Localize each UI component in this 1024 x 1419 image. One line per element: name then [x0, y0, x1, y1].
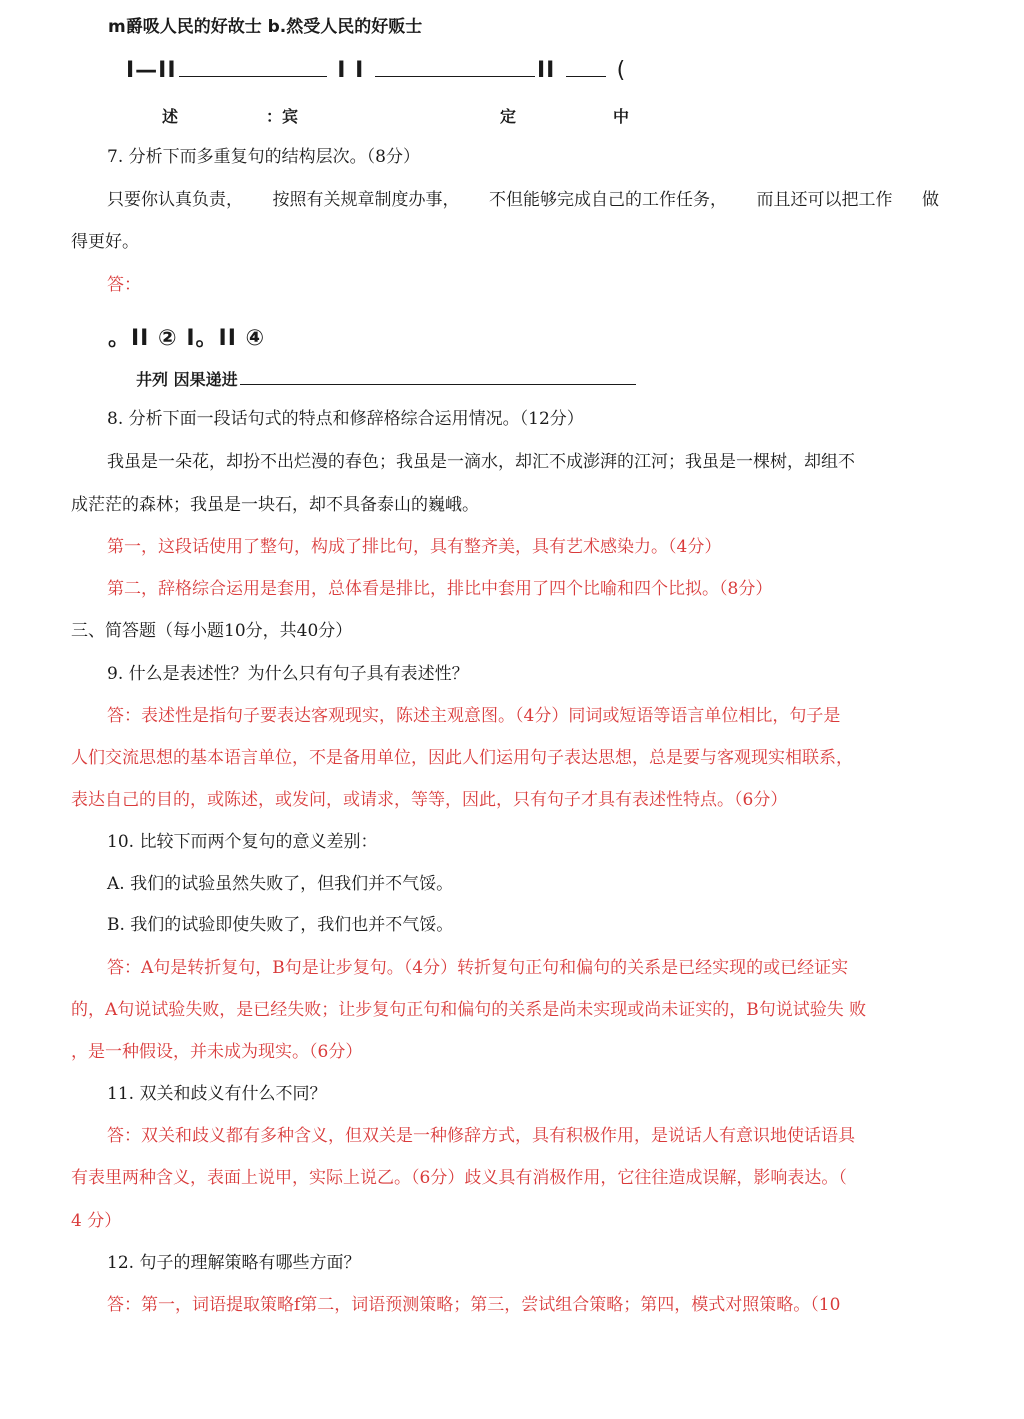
- diagram-seg-1: I—II: [126, 58, 177, 83]
- q11-answer-3: 4 分）: [71, 1211, 122, 1231]
- q7-answer-label: 答：: [107, 275, 141, 295]
- q10-option-a: A. 我们的试验虽然失败了，但我们并不气馁。: [107, 874, 454, 894]
- label-bin: ：宾: [266, 107, 299, 126]
- q8-text-1: 我虽是一朵花，却扮不出烂漫的春色；我虽是一滴水，却汇不成澎湃的江河；我虽是一棵树，却组不: [107, 452, 855, 472]
- diagram-seg-2: I I: [337, 58, 365, 83]
- blank-line-1: [179, 58, 327, 77]
- q7-text-seg-4: 而且还可以把工作: [756, 190, 893, 210]
- q7-diagram: 。II ② I。II ④: [108, 326, 266, 351]
- q7-title: 7. 分析下而多重复句的结构层次。（8分）: [107, 147, 420, 167]
- q7-text-seg-3: 不但能够完成自己的工作任务，: [489, 190, 727, 210]
- q8-title: 8. 分析下面一段话句式的特点和修辞格综合运用情况。（12分）: [107, 409, 584, 429]
- q11-title: 11. 双关和歧义有什么不同？: [107, 1084, 327, 1104]
- q9-answer-2: 人们交流思想的基本语言单位，不是备用单位，因此人们运用句子表达思想，总是要与客观现实相联系，: [71, 748, 853, 768]
- top-diagram-row: [126, 58, 626, 82]
- q10-option-b: B. 我们的试验即使失败了，我们也并不气馁。: [107, 915, 454, 935]
- q7-text-seg-2: 按照有关规章制度办事，: [272, 190, 460, 210]
- q10-answer-3: ，是一种假设，并未成为现实。（6分）: [71, 1042, 363, 1062]
- q10-answer-2: 的，A句说试验失败，是已经失败；让步复句正句和偏句的关系是尚未实现或尚未证实的，B句说试验失 败: [71, 1000, 867, 1020]
- q9-answer-3: 表达自己的目的，或陈述，或发问，或请求，等等，因此，只有句子才具有表述性特点。（6分）: [71, 790, 788, 810]
- q9-answer-1: 答：表述性是指句子要表达客观现实，陈述主观意图。（4分）同词或短语等语言单位相比，句子是: [107, 706, 841, 726]
- q7-relations-label: 井列 因果递进: [136, 370, 238, 389]
- blank-line-2: [375, 58, 535, 77]
- q11-answer-2: 有表里两种含义，表面上说甲，实际上说乙。（6分）歧义具有消极作用，它往往造成误解，影响表达。（: [71, 1168, 847, 1188]
- label-ding: 定: [500, 107, 517, 126]
- diagram-seg-3: II: [536, 58, 556, 83]
- q7-text-line-2: 得更好。: [71, 232, 139, 252]
- q12-answer-1: 答：第一，词语提取策略f第二，词语预测策略；第三，尝试组合策略；第四，模式对照策略。（10: [107, 1295, 841, 1315]
- q7-relations: [136, 368, 638, 391]
- section-3-title: 三、简答题（每小题10分，共40分）: [71, 621, 353, 641]
- q8-text-2: 成茫茫的森林；我虽是一块石，却不具备泰山的巍峨。: [71, 495, 479, 515]
- q12-title: 12. 句子的理解策略有哪些方面？: [107, 1253, 361, 1273]
- q9-title: 9. 什么是表述性？为什么只有句子具有表述性？: [107, 664, 469, 684]
- label-zhong: 中: [613, 107, 630, 126]
- blank-line-3: [566, 58, 606, 77]
- q7-text-seg-5: 做: [922, 190, 939, 210]
- q7-text-line-1: [107, 189, 939, 211]
- label-shu: 述: [162, 107, 179, 126]
- top-line-a: m爵吸人民的好故士 b.然受人民的好贩士: [108, 17, 423, 37]
- q7-relations-line: [240, 368, 636, 385]
- q8-answer-2: 第二，辞格综合运用是套用，总体看是排比，排比中套用了四个比喻和四个比拟。（8分）: [107, 579, 773, 599]
- q11-answer-1: 答：双关和歧义都有多种含义，但双关是一种修辞方式，具有积极作用，是说话人有意识地使话语具: [107, 1126, 855, 1146]
- q7-text-seg-1: 只要你认真负责，: [107, 190, 243, 210]
- diagram-seg-4: (: [616, 58, 627, 83]
- q8-answer-1: 第一，这段话使用了整句，构成了排比句，具有整齐美，具有艺术感染力。（4分）: [107, 537, 722, 557]
- q10-title: 10. 比较下而两个复句的意义差别：: [107, 832, 378, 852]
- q10-answer-1: 答：A句是转折复句，B句是让步复句。（4分）转折复句正句和偏句的关系是已经实现的或已经证实: [107, 958, 849, 978]
